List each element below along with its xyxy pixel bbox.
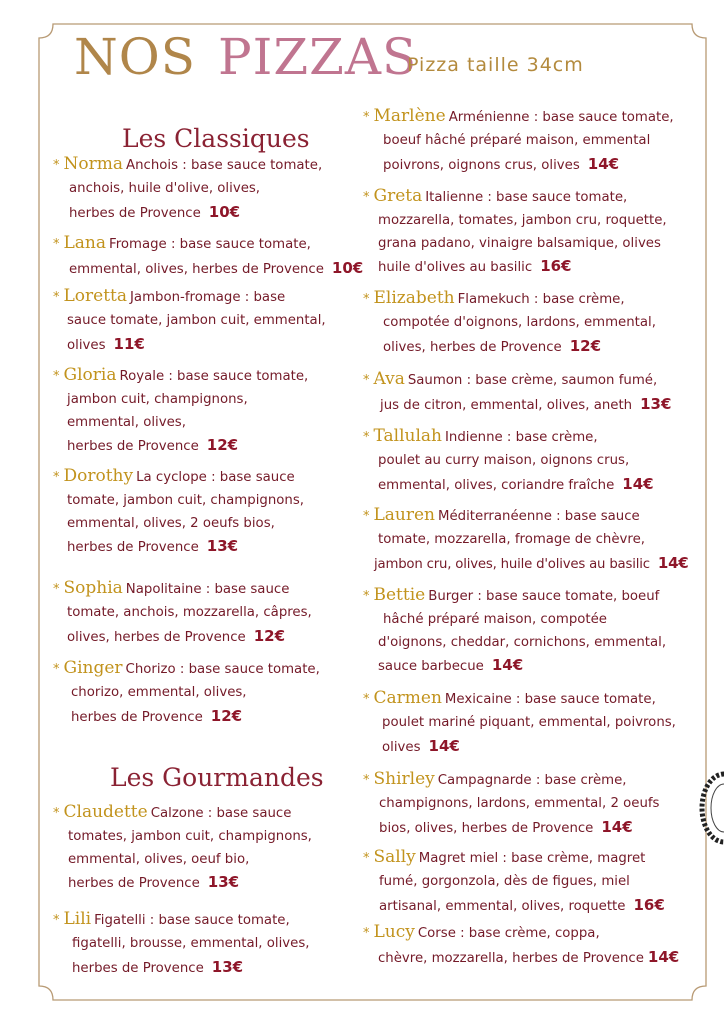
pizza-price: 13€ bbox=[206, 537, 239, 556]
pizza-description: tomate, jambon cuit, champignons, bbox=[67, 492, 304, 508]
pizza-description: Fromage : base sauce tomate, bbox=[109, 237, 311, 252]
asterisk-icon: * bbox=[363, 190, 370, 205]
pizza-price: 11€ bbox=[113, 334, 145, 353]
pizza-name: Ginger bbox=[63, 658, 123, 678]
pizza-description: mozzarella, tomates, jambon cru, roquette, bbox=[378, 212, 667, 228]
pizza-description: tomates, jambon cuit, champignons, bbox=[68, 828, 312, 844]
pizza-price: 16€ bbox=[540, 257, 572, 276]
pizza-name: Elizabeth bbox=[373, 288, 455, 308]
pizza-name: Marlène bbox=[373, 106, 446, 126]
pizza-price: 16€ bbox=[633, 895, 665, 914]
title-word-nos: NOS bbox=[74, 28, 196, 86]
pizza-description: emmental, olives, 2 oeufs bios, bbox=[67, 515, 275, 531]
pizza-description: Napolitaine : base sauce bbox=[125, 582, 290, 597]
pizza-description: figatelli, brousse, emmental, olives, bbox=[72, 935, 310, 951]
pizza-name: Claudette bbox=[63, 802, 148, 822]
menu-item-sally bbox=[363, 846, 665, 918]
pizza-price: 12€ bbox=[569, 336, 602, 355]
pizza-description: poulet mariné piquant, emmental, poivrons, bbox=[382, 714, 676, 730]
pizza-description: olives, herbes de Provence bbox=[383, 339, 562, 355]
pizza-description: emmental, olives, herbes de Provence bbox=[69, 261, 324, 277]
pizza-description: Figatelli : base sauce tomate, bbox=[94, 913, 290, 928]
pizza-description: jambon cru, olives, huile d'olives au basilic bbox=[374, 556, 650, 572]
asterisk-icon: * bbox=[363, 509, 370, 524]
pizza-description: herbes de Provence bbox=[67, 439, 199, 455]
asterisk-icon: * bbox=[53, 369, 60, 384]
asterisk-icon: * bbox=[53, 662, 60, 677]
pizza-description: artisanal, emmental, olives, roquette bbox=[379, 898, 626, 914]
pizza-name: Dorothy bbox=[63, 466, 134, 486]
asterisk-icon: * bbox=[53, 913, 60, 928]
asterisk-icon: * bbox=[363, 851, 370, 866]
pizza-price: 14€ bbox=[587, 154, 620, 173]
section-title-gourmandes: Les Gourmandes bbox=[110, 763, 324, 792]
pizza-description: Royale : base sauce tomate, bbox=[119, 369, 309, 384]
asterisk-icon: * bbox=[363, 430, 370, 445]
menu-title bbox=[74, 28, 417, 86]
pizza-description: chèvre, mozzarella, herbes de Provence bbox=[378, 950, 644, 966]
edge-ornament-icon bbox=[696, 768, 724, 848]
asterisk-icon: * bbox=[53, 237, 60, 252]
menu-item-gloria bbox=[53, 364, 308, 459]
menu-item-sophia bbox=[53, 577, 312, 649]
pizza-name: Lauren bbox=[373, 505, 436, 525]
pizza-description: Calzone : base sauce bbox=[150, 806, 292, 821]
asterisk-icon: * bbox=[363, 773, 370, 788]
pizza-description: Indienne : base crème, bbox=[445, 430, 598, 445]
pizza-description: herbes de Provence bbox=[68, 876, 200, 892]
pizza-description: compotée d'oignons, lardons, emmental, bbox=[383, 314, 656, 330]
pizza-name: Tallulah bbox=[373, 426, 442, 446]
menu-item-tallulah bbox=[363, 425, 654, 497]
asterisk-icon: * bbox=[53, 470, 60, 485]
asterisk-icon: * bbox=[53, 290, 60, 305]
pizza-description: champignons, lardons, emmental, 2 oeufs bbox=[379, 795, 660, 811]
pizza-name: Lili bbox=[63, 909, 92, 929]
pizza-name: Gloria bbox=[63, 365, 117, 385]
asterisk-icon: * bbox=[53, 806, 60, 821]
pizza-name: Loretta bbox=[63, 286, 128, 306]
pizza-description: emmental, olives, bbox=[67, 414, 186, 430]
asterisk-icon: * bbox=[363, 692, 370, 707]
pizza-description: emmental, olives, coriandre fraîche bbox=[378, 477, 615, 493]
pizza-price: 12€ bbox=[253, 626, 286, 645]
pizza-description: Méditerranéenne : base sauce bbox=[438, 509, 640, 524]
pizza-description: poulet au curry maison, oignons crus, bbox=[378, 452, 630, 468]
pizza-name: Carmen bbox=[373, 688, 442, 708]
pizza-description: herbes de Provence bbox=[69, 205, 201, 221]
pizza-description: sauce barbecue bbox=[378, 659, 484, 675]
pizza-price: 12€ bbox=[210, 706, 243, 725]
pizza-price: 13€ bbox=[211, 957, 244, 976]
asterisk-icon: * bbox=[53, 158, 60, 173]
pizza-description: Corse : base crème, coppa, bbox=[417, 926, 600, 941]
pizza-price: 14€ bbox=[601, 817, 633, 836]
pizza-description: grana padano, vinaigre balsamique, olives bbox=[378, 235, 661, 251]
pizza-size-note: Pizza taille 34cm bbox=[407, 54, 584, 76]
pizza-description: anchois, huile d'olive, olives, bbox=[69, 180, 261, 196]
pizza-description: tomate, mozzarella, fromage de chèvre, bbox=[378, 531, 645, 547]
pizza-description: Campagnarde : base crème, bbox=[437, 773, 627, 788]
asterisk-icon: * bbox=[363, 110, 370, 125]
pizza-price: 14€ bbox=[657, 553, 689, 572]
menu-item-shirley bbox=[363, 768, 660, 840]
pizza-price: 12€ bbox=[206, 436, 239, 455]
pizza-name: Bettie bbox=[373, 585, 426, 605]
pizza-description: Flamekuch : base crème, bbox=[457, 292, 625, 307]
pizza-name: Shirley bbox=[373, 769, 435, 789]
pizza-description: Arménienne : base sauce tomate, bbox=[448, 110, 674, 125]
pizza-price: 14€ bbox=[647, 947, 680, 966]
pizza-price: 14€ bbox=[428, 736, 460, 755]
pizza-description: olives, herbes de Provence bbox=[67, 629, 246, 645]
pizza-description: emmental, olives, oeuf bio, bbox=[68, 851, 250, 867]
menu-item-dorothy bbox=[53, 465, 304, 560]
pizza-price: 14€ bbox=[491, 656, 524, 675]
pizza-description: Italienne : base sauce tomate, bbox=[425, 190, 628, 205]
menu-item-ginger bbox=[53, 657, 320, 729]
menu-item-greta bbox=[363, 185, 667, 280]
pizza-description: Saumon : base crème, saumon fumé, bbox=[407, 373, 658, 388]
menu-item-lauren bbox=[363, 504, 689, 576]
section-title-classiques: Les Classiques bbox=[122, 124, 310, 153]
pizza-name: Ava bbox=[373, 369, 405, 389]
menu-item-claudette bbox=[53, 801, 312, 896]
pizza-description: Chorizo : base sauce tomate, bbox=[125, 662, 320, 677]
menu-item-lili bbox=[53, 908, 310, 980]
menu-item-lana bbox=[53, 232, 363, 282]
menu-item-norma bbox=[53, 153, 322, 225]
pizza-name: Norma bbox=[63, 154, 123, 174]
menu-item-bettie bbox=[363, 584, 666, 679]
pizza-description: Jambon-fromage : base bbox=[130, 290, 286, 305]
menu-item-loretta bbox=[53, 285, 326, 357]
pizza-description: olives bbox=[382, 739, 421, 755]
pizza-name: Lana bbox=[63, 233, 107, 253]
pizza-price: 13€ bbox=[207, 873, 240, 892]
pizza-description: boeuf hâché préparé maison, emmental bbox=[383, 132, 651, 148]
pizza-description: jambon cuit, champignons, bbox=[67, 391, 248, 407]
menu-item-elizabeth bbox=[363, 287, 656, 359]
pizza-description: jus de citron, emmental, olives, aneth bbox=[380, 397, 633, 413]
pizza-description: d'oignons, cheddar, cornichons, emmental, bbox=[378, 634, 667, 650]
pizza-description: chorizo, emmental, olives, bbox=[71, 684, 247, 700]
pizza-price: 13€ bbox=[640, 394, 672, 413]
pizza-description: tomate, anchois, mozzarella, câpres, bbox=[67, 604, 312, 620]
menu-item-carmen bbox=[363, 687, 676, 759]
pizza-description: La cyclope : base sauce bbox=[136, 470, 295, 485]
pizza-description: olives bbox=[67, 337, 106, 353]
pizza-description: hâché préparé maison, compotée bbox=[383, 611, 607, 627]
menu-item-ava bbox=[363, 368, 671, 418]
pizza-name: Greta bbox=[373, 186, 423, 206]
asterisk-icon: * bbox=[53, 582, 60, 597]
pizza-description: sauce tomate, jambon cuit, emmental, bbox=[67, 312, 326, 328]
asterisk-icon: * bbox=[363, 373, 370, 388]
pizza-name: Sophia bbox=[63, 578, 123, 598]
pizza-description: poivrons, oignons crus, olives bbox=[383, 157, 580, 173]
asterisk-icon: * bbox=[363, 589, 370, 604]
pizza-description: Magret miel : base crème, magret bbox=[418, 851, 646, 866]
asterisk-icon: * bbox=[363, 926, 370, 941]
title-word-pizzas: PIZZAS bbox=[218, 28, 418, 86]
pizza-description: bios, olives, herbes de Provence bbox=[379, 820, 594, 836]
pizza-price: 10€ bbox=[208, 202, 241, 221]
menu-item-marlene bbox=[363, 105, 674, 177]
pizza-description: herbes de Provence bbox=[71, 709, 203, 725]
pizza-description: Anchois : base sauce tomate, bbox=[126, 158, 323, 173]
pizza-description: herbes de Provence bbox=[72, 960, 204, 976]
pizza-description: fumé, gorgonzola, dès de figues, miel bbox=[379, 873, 630, 889]
menu-item-lucy bbox=[363, 921, 679, 971]
pizza-description: Mexicaine : base sauce tomate, bbox=[444, 692, 656, 707]
pizza-price: 10€ bbox=[331, 258, 364, 277]
pizza-price: 14€ bbox=[622, 474, 654, 493]
pizza-description: Burger : base sauce tomate, boeuf bbox=[428, 589, 660, 604]
pizza-description: herbes de Provence bbox=[67, 540, 199, 556]
pizza-description: huile d'olives au basilic bbox=[378, 260, 533, 276]
asterisk-icon: * bbox=[363, 292, 370, 307]
pizza-name: Sally bbox=[373, 847, 416, 867]
pizza-name: Lucy bbox=[373, 922, 415, 942]
